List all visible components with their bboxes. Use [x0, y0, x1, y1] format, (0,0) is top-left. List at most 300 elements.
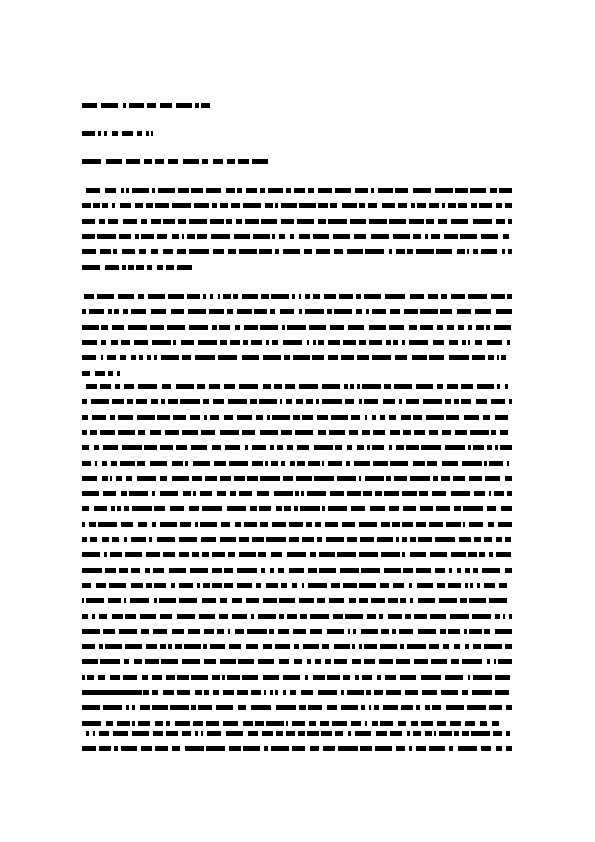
- text-glyph-block: [157, 415, 170, 420]
- text-glyph-block: [270, 445, 274, 450]
- text-glyph-block: [307, 659, 311, 664]
- text-glyph-block: [82, 721, 101, 726]
- text-glyph-block: [146, 583, 152, 588]
- text-glyph-block: [279, 659, 289, 664]
- text-glyph-block: [165, 430, 179, 435]
- text-glyph-block: [354, 461, 370, 466]
- text-glyph-block: [108, 371, 113, 376]
- text-glyph-block: [334, 659, 347, 664]
- text-glyph-block: [128, 265, 134, 270]
- text-glyph-block: [389, 445, 392, 450]
- text-glyph-block: [126, 159, 140, 164]
- text-glyph-block: [379, 659, 393, 664]
- text-glyph-block: [296, 399, 303, 404]
- text-glyph-block: [99, 219, 105, 224]
- text-glyph-block: [487, 445, 492, 450]
- text-glyph-block: [329, 598, 344, 603]
- text-glyph-block: [155, 159, 164, 164]
- text-glyph-block: [168, 159, 178, 164]
- text-glyph-block: [131, 568, 140, 573]
- text-glyph-block: [204, 415, 207, 420]
- text-glyph-block: [445, 399, 451, 404]
- text-glyph-block: [160, 491, 178, 496]
- text-glyph-block: [368, 203, 377, 208]
- text-glyph-block: [454, 506, 461, 511]
- text-glyph-block: [474, 537, 481, 542]
- text-glyph-block: [468, 325, 472, 330]
- text-glyph-block: [472, 690, 492, 695]
- text-glyph-block: [338, 746, 358, 751]
- text-glyph-block: [100, 659, 120, 664]
- text-glyph-block: [440, 629, 446, 634]
- text-glyph-block: [372, 445, 384, 450]
- text-glyph-block: [506, 746, 512, 751]
- text-glyph-block: [377, 537, 393, 542]
- text-glyph-block: [257, 491, 269, 496]
- text-glyph-block: [132, 506, 152, 511]
- text-glyph-block: [437, 384, 443, 389]
- text-glyph-block: [171, 583, 175, 588]
- text-glyph-block: [179, 583, 193, 588]
- text-glyph-block: [82, 537, 87, 542]
- text-glyph-block: [246, 644, 258, 649]
- text-glyph-block: [331, 583, 340, 588]
- text-glyph-block: [489, 552, 493, 557]
- text-glyph-block: [443, 644, 449, 649]
- text-glyph-block: [304, 249, 312, 254]
- text-glyph-block: [263, 355, 281, 360]
- text-glyph-block: [509, 399, 512, 404]
- text-glyph-block: [372, 415, 376, 420]
- text-glyph-block: [479, 203, 492, 208]
- text-glyph-block: [182, 731, 191, 736]
- text-glyph-block: [116, 476, 122, 481]
- text-glyph-block: [469, 629, 482, 634]
- text-glyph-block: [220, 430, 239, 435]
- text-glyph-block: [473, 219, 492, 224]
- text-glyph-block: [197, 583, 200, 588]
- text-glyph-block: [261, 294, 269, 299]
- text-glyph-block: [325, 659, 331, 664]
- text-glyph-block: [450, 614, 469, 619]
- text-glyph-block: [325, 522, 338, 527]
- text-glyph-block: [361, 629, 378, 634]
- text-glyph-block: [373, 430, 385, 435]
- text-glyph-block: [286, 188, 291, 193]
- text-glyph-block: [488, 522, 494, 527]
- text-glyph-block: [220, 659, 236, 664]
- text-glyph-block: [126, 476, 132, 481]
- text-glyph-block: [152, 675, 162, 680]
- text-glyph-block: [263, 675, 279, 680]
- text-glyph-block: [103, 491, 116, 496]
- text-glyph-block: [247, 476, 258, 481]
- text-glyph-block: [141, 629, 149, 634]
- text-glyph-block: [332, 721, 347, 726]
- text-glyph-block: [86, 384, 97, 389]
- text-glyph-block: [359, 583, 376, 588]
- text-glyph-block: [455, 430, 467, 435]
- text-glyph-block: [121, 690, 140, 695]
- text-glyph-block: [369, 705, 371, 710]
- text-glyph-block: [163, 249, 173, 254]
- text-glyph-block: [99, 614, 107, 619]
- text-glyph-block: [279, 598, 295, 603]
- text-glyph-block: [100, 249, 111, 254]
- text-glyph-block: [330, 203, 337, 208]
- text-glyph-block: [500, 445, 512, 450]
- text-glyph-block: [94, 445, 99, 450]
- text-glyph-block: [212, 583, 222, 588]
- text-glyph-block: [496, 552, 511, 557]
- text-glyph-block: [429, 522, 443, 527]
- text-glyph-block: [247, 629, 267, 634]
- text-glyph-block: [297, 219, 314, 224]
- text-glyph-block: [266, 721, 284, 726]
- text-glyph-block: [152, 522, 156, 527]
- text-glyph-block: [82, 265, 100, 270]
- text-glyph-block: [178, 188, 189, 193]
- text-glyph-block: [476, 325, 484, 330]
- text-glyph-block: [248, 731, 258, 736]
- text-glyph-block: [188, 629, 200, 634]
- text-glyph-block: [470, 430, 489, 435]
- text-glyph-block: [359, 598, 368, 603]
- text-glyph-block: [377, 675, 381, 680]
- text-glyph-block: [433, 340, 444, 345]
- text-glyph-block: [315, 522, 321, 527]
- text-glyph-block: [229, 746, 241, 751]
- text-glyph-block: [119, 234, 131, 239]
- text-glyph-block: [402, 522, 413, 527]
- text-glyph-block: [380, 721, 393, 726]
- text-glyph-block: [328, 219, 347, 224]
- text-glyph-block: [134, 659, 142, 664]
- text-glyph-block: [252, 537, 264, 542]
- text-glyph-block: [310, 629, 322, 634]
- text-glyph-block: [268, 188, 283, 193]
- text-glyph-block: [458, 746, 477, 751]
- text-glyph-block: [313, 340, 316, 345]
- text-glyph-block: [326, 537, 344, 542]
- text-glyph-block: [502, 249, 505, 254]
- text-glyph-block: [392, 629, 396, 634]
- text-glyph-block: [349, 430, 358, 435]
- text-glyph-block: [150, 461, 167, 466]
- text-glyph-block: [106, 159, 122, 164]
- text-glyph-block: [380, 644, 397, 649]
- text-glyph-block: [445, 675, 463, 680]
- text-glyph-block: [371, 598, 385, 603]
- text-glyph-block: [503, 614, 505, 619]
- text-glyph-block: [82, 159, 101, 164]
- text-glyph-block: [496, 309, 512, 314]
- text-glyph-block: [390, 309, 400, 314]
- text-glyph-block: [82, 340, 97, 345]
- text-glyph-block: [251, 614, 254, 619]
- text-glyph-block: [232, 614, 247, 619]
- text-glyph-block: [209, 309, 224, 314]
- text-glyph-block: [276, 731, 283, 736]
- text-glyph-block: [333, 614, 343, 619]
- text-glyph-block: [252, 445, 266, 450]
- text-glyph-block: [239, 552, 256, 557]
- text-glyph-block: [484, 461, 487, 466]
- text-glyph-block: [132, 705, 135, 710]
- text-glyph-block: [193, 461, 210, 466]
- text-glyph-block: [157, 537, 175, 542]
- text-glyph-block: [244, 325, 258, 330]
- text-glyph-block: [390, 731, 402, 736]
- text-glyph-block: [347, 690, 364, 695]
- text-glyph-block: [416, 568, 431, 573]
- text-glyph-block: [431, 234, 440, 239]
- text-glyph-block: [151, 399, 158, 404]
- text-glyph-block: [82, 445, 89, 450]
- text-glyph-block: [449, 746, 453, 751]
- text-glyph-block: [362, 430, 370, 435]
- text-glyph-block: [124, 659, 129, 664]
- text-glyph-block: [392, 522, 400, 527]
- text-glyph-block: [359, 522, 377, 527]
- text-glyph-block: [260, 430, 278, 435]
- text-glyph-block: [82, 325, 99, 330]
- text-glyph-block: [112, 203, 115, 208]
- text-glyph-block: [152, 491, 155, 496]
- text-glyph-block: [459, 537, 471, 542]
- text-glyph-block: [385, 294, 405, 299]
- text-glyph-block: [219, 614, 228, 619]
- text-glyph-block: [278, 568, 284, 573]
- text-glyph-block: [467, 705, 486, 710]
- text-glyph-block: [468, 294, 487, 299]
- text-glyph-block: [271, 552, 282, 557]
- text-glyph-block: [211, 234, 230, 239]
- text-glyph-block: [212, 552, 225, 557]
- text-glyph-block: [177, 249, 186, 254]
- text-glyph-block: [266, 583, 278, 588]
- text-glyph-block: [124, 537, 127, 542]
- text-glyph-block: [292, 721, 305, 726]
- text-glyph-block: [195, 731, 198, 736]
- text-glyph-block: [495, 675, 510, 680]
- text-glyph-block: [509, 614, 512, 619]
- text-glyph-block: [351, 721, 361, 726]
- text-glyph-block: [297, 445, 309, 450]
- text-glyph-block: [198, 340, 217, 345]
- text-glyph-block: [447, 325, 454, 330]
- text-glyph-block: [401, 705, 413, 710]
- text-glyph-block: [180, 522, 191, 527]
- text-glyph-block: [446, 522, 461, 527]
- text-glyph-block: [345, 399, 354, 404]
- text-glyph-block: [225, 445, 240, 450]
- text-glyph-block: [252, 159, 268, 164]
- text-glyph-block: [103, 705, 122, 710]
- text-glyph-block: [418, 629, 436, 634]
- text-glyph-block: [117, 721, 130, 726]
- text-glyph-block: [151, 131, 153, 136]
- text-glyph-block: [503, 234, 509, 239]
- text-glyph-block: [453, 476, 465, 481]
- text-glyph-block: [189, 506, 199, 511]
- text-glyph-block: [290, 461, 295, 466]
- text-glyph-block: [272, 340, 278, 345]
- text-glyph-block: [272, 234, 275, 239]
- text-glyph-block: [176, 103, 192, 108]
- text-glyph-block: [281, 219, 294, 224]
- text-glyph-block: [102, 690, 112, 695]
- text-glyph-block: [204, 690, 209, 695]
- text-glyph-block: [316, 399, 319, 404]
- text-glyph-block: [123, 309, 128, 314]
- text-glyph-block: [128, 325, 147, 330]
- text-glyph-block: [192, 476, 202, 481]
- text-glyph-block: [410, 598, 413, 603]
- text-glyph-block: [421, 675, 441, 680]
- text-glyph-block: [108, 309, 112, 314]
- text-glyph-block: [438, 219, 447, 224]
- text-glyph-block: [245, 219, 259, 224]
- text-glyph-block: [107, 355, 116, 360]
- text-glyph-block: [99, 644, 103, 649]
- text-glyph-block: [259, 506, 271, 511]
- text-glyph-block: [299, 705, 306, 710]
- text-glyph-block: [495, 445, 498, 450]
- text-glyph-block: [499, 188, 512, 193]
- text-glyph-block: [250, 506, 257, 511]
- text-glyph-block: [352, 644, 355, 649]
- text-glyph-block: [82, 399, 87, 404]
- text-glyph-block: [119, 568, 128, 573]
- text-glyph-block: [250, 399, 257, 404]
- text-glyph-block: [100, 384, 111, 389]
- text-glyph-block: [118, 294, 134, 299]
- text-glyph-block: [328, 461, 342, 466]
- text-glyph-block: [153, 568, 164, 573]
- text-glyph-block: [322, 644, 329, 649]
- text-glyph-block: [507, 491, 512, 496]
- text-glyph-block: [258, 659, 274, 664]
- text-glyph-block: [439, 731, 452, 736]
- text-glyph-block: [95, 371, 105, 376]
- text-glyph-block: [322, 506, 325, 511]
- text-glyph-block: [155, 721, 163, 726]
- text-glyph-block: [322, 384, 340, 389]
- text-glyph-block: [462, 731, 469, 736]
- text-glyph-block: [170, 705, 189, 710]
- text-glyph-block: [420, 325, 433, 330]
- text-glyph-block: [282, 325, 285, 330]
- text-glyph-block: [262, 731, 273, 736]
- text-glyph-block: [138, 384, 157, 389]
- text-glyph-block: [113, 731, 128, 736]
- text-glyph-block: [507, 461, 509, 466]
- text-glyph-block: [227, 309, 233, 314]
- text-glyph-block: [457, 568, 461, 573]
- text-glyph-block: [421, 445, 441, 450]
- text-glyph-block: [488, 355, 494, 360]
- text-glyph-block: [280, 309, 294, 314]
- text-glyph-block: [157, 234, 167, 239]
- text-glyph-block: [327, 309, 332, 314]
- text-glyph-block: [239, 384, 258, 389]
- text-glyph-block: [98, 522, 117, 527]
- text-glyph-block: [398, 203, 407, 208]
- text-glyph-block: [258, 614, 276, 619]
- text-glyph-block: [203, 294, 206, 299]
- text-glyph-block: [82, 355, 96, 360]
- text-glyph-block: [279, 234, 285, 239]
- text-glyph-block: [162, 384, 171, 389]
- text-glyph-block: [357, 445, 364, 450]
- text-glyph-block: [357, 355, 369, 360]
- text-glyph-block: [112, 537, 119, 542]
- text-glyph-block: [309, 325, 326, 330]
- text-glyph-block: [348, 629, 350, 634]
- text-glyph-block: [393, 340, 398, 345]
- text-glyph-block: [172, 234, 179, 239]
- text-glyph-block: [384, 568, 401, 573]
- text-glyph-block: [359, 552, 378, 557]
- text-glyph-block: [87, 675, 94, 680]
- text-glyph-block: [310, 552, 316, 557]
- text-glyph-block: [230, 491, 236, 496]
- text-glyph-block: [242, 355, 259, 360]
- text-glyph-block: [299, 309, 302, 314]
- text-glyph-block: [115, 384, 120, 389]
- text-glyph-block: [313, 234, 329, 239]
- text-glyph-block: [185, 746, 204, 751]
- text-glyph-block: [106, 721, 113, 726]
- text-glyph-block: [111, 461, 117, 466]
- text-glyph-block: [306, 399, 313, 404]
- text-glyph-block: [287, 614, 297, 619]
- text-glyph-block: [259, 399, 277, 404]
- text-glyph-block: [235, 325, 240, 330]
- text-glyph-block: [286, 721, 288, 726]
- text-glyph-block: [490, 188, 497, 193]
- text-glyph-block: [237, 568, 257, 573]
- text-glyph-block: [206, 188, 221, 193]
- text-glyph-block: [330, 491, 344, 496]
- text-glyph-block: [495, 629, 512, 634]
- text-glyph-block: [102, 461, 107, 466]
- text-glyph-block: [237, 690, 248, 695]
- text-glyph-block: [475, 309, 491, 314]
- text-glyph-block: [82, 203, 91, 208]
- text-glyph-block: [360, 537, 374, 542]
- text-glyph-block: [335, 731, 343, 736]
- text-glyph-block: [172, 461, 183, 466]
- text-glyph-block: [261, 568, 265, 573]
- text-glyph-block: [375, 491, 382, 496]
- text-glyph-block: [396, 249, 405, 254]
- text-glyph-block: [389, 325, 404, 330]
- text-glyph-block: [200, 491, 212, 496]
- text-glyph-block: [82, 598, 84, 603]
- text-glyph-block: [137, 415, 155, 420]
- text-glyph-block: [419, 491, 428, 496]
- text-glyph-block: [403, 430, 411, 435]
- text-glyph-block: [468, 445, 471, 450]
- text-glyph-block: [191, 445, 207, 450]
- text-glyph-block: [349, 598, 356, 603]
- text-glyph-block: [99, 731, 109, 736]
- text-glyph-block: [310, 614, 329, 619]
- text-glyph-block: [500, 430, 508, 435]
- text-glyph-block: [95, 461, 97, 466]
